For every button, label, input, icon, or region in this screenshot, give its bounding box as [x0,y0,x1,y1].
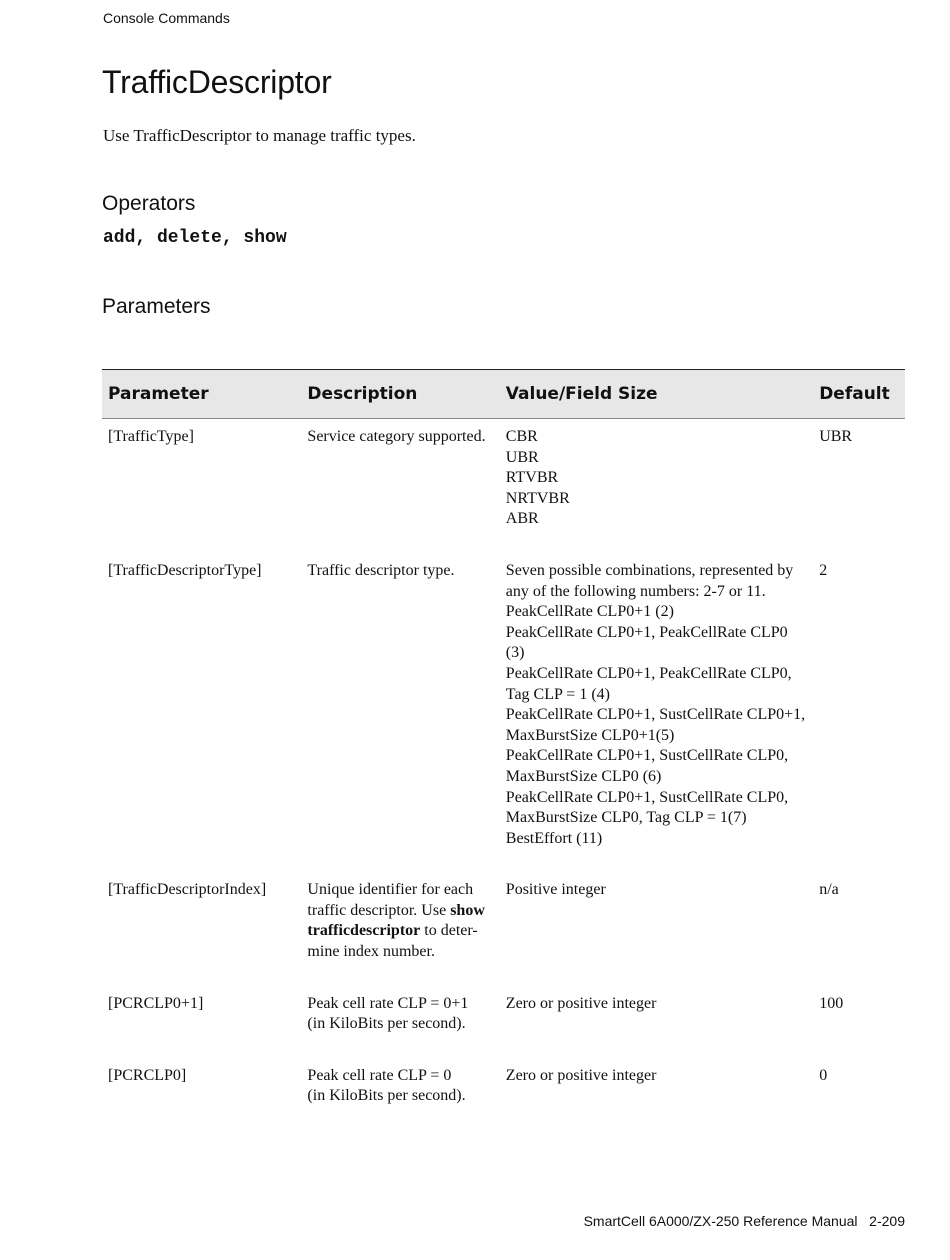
value-line: PeakCellRate CLP0+1, PeakCellRate CLP0 (3) [505,623,788,662]
description-line: Peak cell rate CLP = 0+1 [307,994,469,1012]
column-header-value: Value/Field Size [500,370,813,419]
value-line: PeakCellRate CLP0+1, SustCellRate CLP0+1, MaxBurstSize CLP0+1(5) [505,706,806,744]
description-cell [301,873,499,986]
value-line: PeakCellRate CLP0+1, PeakCellRate CLP0, Tag CLP = 1 (4) [505,664,792,703]
value-line: Zero or positive integer [505,994,657,1012]
default-cell: 0 [819,1066,828,1084]
description-line: Peak cell rate CLP = 0 [307,1066,452,1084]
value-line: RTVBR [505,469,559,487]
page-title: TrafficDescriptor [102,64,332,100]
parameter-cell: [PCRCLP0] [108,1066,187,1084]
default-cell: 100 [819,994,844,1012]
description-cell: Traffic descriptor type. [307,561,455,579]
table-header-row [102,370,905,419]
description-line: (in KiloBits per second). [307,1015,466,1033]
description-text: to deter-mine index number. [307,922,478,961]
table-row [102,873,905,986]
parameters-heading: Parameters [102,295,211,318]
table-row [102,1059,905,1131]
parameter-cell: [TrafficDescriptorType] [108,561,262,579]
parameters-table [102,369,905,1131]
default-cell: n/a [819,881,839,899]
column-header-default: Default [813,370,905,419]
value-line: ABR [505,510,539,528]
table-row [102,987,905,1059]
value-cell [500,554,813,873]
value-line: Zero or positive integer [505,1066,657,1084]
value-line: NRTVBR [505,489,570,507]
value-line: PeakCellRate CLP0+1 (2) [505,603,674,621]
running-footer: SmartCell 6A000/ZX-250 Reference Manual 2-209 [583,1213,905,1229]
default-cell: UBR [819,428,853,445]
value-line: BestEffort (11) [505,829,603,847]
value-line: PeakCellRate CLP0+1, SustCellRate CLP0, MaxBurstSize CLP0, Tag CLP = 1(7) [505,788,789,827]
operators-list: add, delete, show [103,228,287,248]
intro-paragraph: Use TrafficDescriptor to manage traffic types. [103,126,416,145]
description-cell: Service category supported. [307,428,486,445]
value-cell [500,1059,813,1131]
value-line: Positive integer [505,881,606,899]
value-line: CBR [505,428,538,445]
description-cell [301,1059,499,1131]
parameter-cell: [TrafficDescriptorIndex] [108,881,267,899]
value-line: Seven possible combinations, represented by any of the following numbers: 2-7 or 11. [505,561,794,600]
value-line: PeakCellRate CLP0+1, SustCellRate CLP0, MaxBurstSize CLP0 (6) [505,747,789,785]
table-row [102,419,905,554]
command-keyword: show trafficdescriptor [307,901,485,940]
parameter-cell: [TrafficType] [108,428,194,445]
value-line: UBR [505,448,539,466]
value-cell [500,873,813,986]
value-cell [500,987,813,1059]
default-cell: 2 [819,561,828,579]
operators-heading: Operators [102,192,196,215]
parameter-cell: [PCRCLP0+1] [108,994,204,1012]
column-header-description: Description [301,370,499,419]
description-text: Unique identifier for each traffic descriptor. Use [307,881,474,919]
value-cell [500,419,813,554]
description-cell [301,987,499,1059]
running-header: Console Commands [103,10,230,26]
column-header-parameter: Parameter [102,370,301,419]
table-row [102,554,905,873]
description-line: (in KiloBits per second). [307,1087,466,1105]
